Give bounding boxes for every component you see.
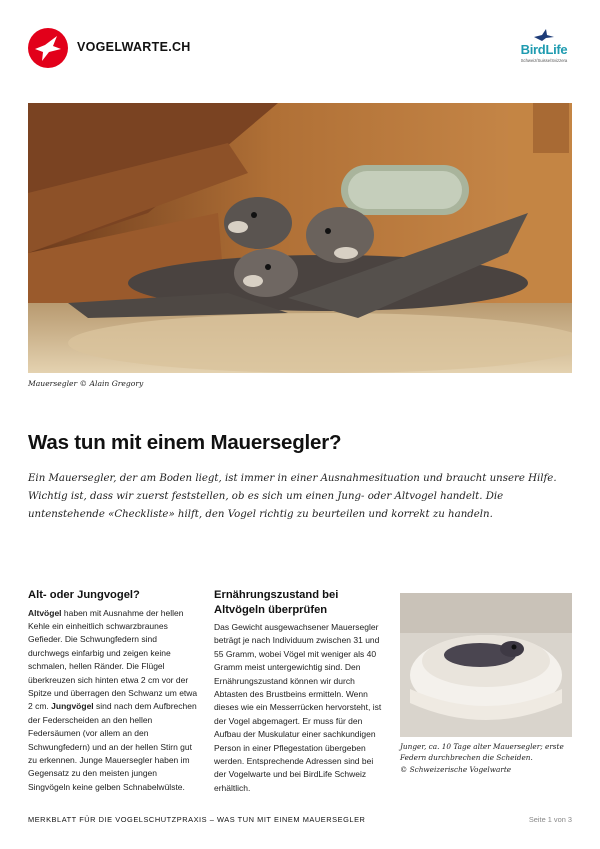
birdlife-subtitle: Schweiz/Suisse/Svizzera <box>520 58 568 63</box>
section-nutrition-text: Das Gewicht ausgewachsener Mauersegler beträgt je nach Individuum zwischen 31 und 55 Gramm, wobei Vögel mit weniger als 40 Gramm meist untergewichtig sind. Den Ernährungszustand können wir durch Abtasten des Brustbeins ermitteln. Wenn dieses wie ein Messerrücken hervorsteht, ist der Vogel abgemagert. Er muss für den Aufbau der Muskulatur einer sachkundigen Person in einer Pflegestation übergeben werden. Entsprechende Adressen sind bei der Vogelwarte und bei BirdLife Schweiz erhältlich. <box>214 622 382 793</box>
birdlife-logo[interactable] <box>516 28 572 72</box>
main-photo-caption: Mauersegler © Alain Gregory <box>28 379 144 388</box>
section-age <box>28 588 200 794</box>
vogelwarte-logo-icon[interactable] <box>28 28 68 68</box>
page-title: Was tun mit einem Mauersegler? <box>28 431 342 454</box>
vogelwarte-logo-text[interactable]: VOGELWARTE.CH <box>77 40 191 54</box>
juvenile-swift-photo <box>400 593 572 737</box>
footer-title: MERKBLATT FÜR DIE VOGELSCHUTZPRAXIS – WAS TUN MIT EINEM MAUERSEGLER <box>28 815 366 824</box>
juvenile-photo-caption <box>400 741 574 775</box>
intro-paragraph: Ein Mauersegler, der am Boden liegt, ist immer in einer Ausnahmesituation und braucht unsere Hilfe. Wichtig ist, dass wir zuerst feststellen, ob es sich um einen Jung- oder Altvogel handelt. Die untenstehende «Checkliste» hilft, den Vogel richtig zu beurteilen und korrekt zu handeln. <box>28 473 557 520</box>
term-juveniles: Jungvögel <box>51 701 94 712</box>
term-adults: Altvögel <box>28 607 62 618</box>
adults-description: haben mit Ausnahme der hellen Kehle ein einheitlich schwarzbraunes Gefieder. Die Schwungfedern sind durchwegs einfarbig und zeigen keine schmalen, hellen Ränder. Die Flügel überkreuzen sich hinten etwa 2 cm vor der Spitze und überragen den Schwanz um etwa 2 cm. <box>28 607 198 712</box>
section-age-text <box>28 607 200 795</box>
section-age-heading: Alt- oder Jungvogel? <box>28 589 140 601</box>
juveniles-description: sind nach dem Aufbrechen der Federscheiden an den hellen Federsäumen (vor allem an den Schwungfedern) und an der hellen Stirn gut zu erkennen. Junge Mauersegler haben im Gegensatz zu den meisten jungen Singvögeln keine gelben Schnabelwülste. <box>28 701 197 792</box>
birdlife-name: BirdLife <box>520 42 568 57</box>
section-nutrition-heading: Ernährungszustand bei Altvögeln überprüfen <box>214 589 339 616</box>
page-header <box>28 28 572 76</box>
birdlife-bird-icon <box>533 28 555 42</box>
main-photo-swifts <box>28 103 572 373</box>
footer-page-number: Seite 1 von 3 <box>528 815 572 824</box>
juvenile-caption-credit: © Schweizerische Vogelwarte <box>400 764 512 774</box>
section-nutrition <box>214 588 386 795</box>
juvenile-caption-text: Junger, ca. 10 Tage alter Mauersegler; erste Federn durchbrechen die Scheiden. <box>400 742 564 763</box>
